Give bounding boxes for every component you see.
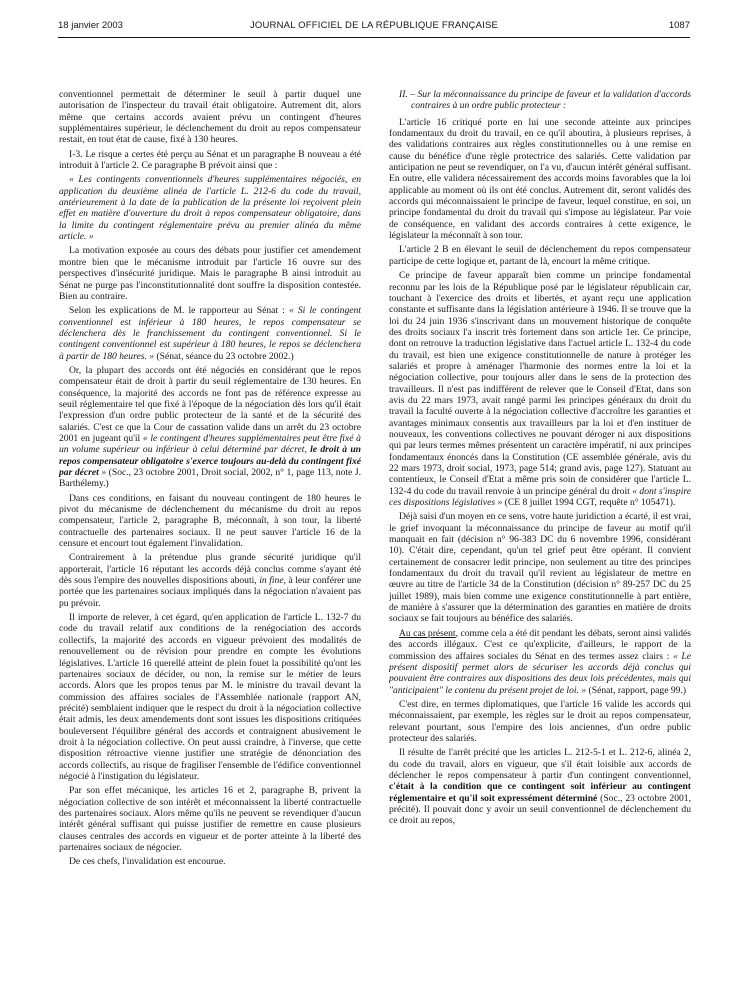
underlined-run: Au cas présent (399, 627, 456, 639)
text-run: Ce principe de faveur apparaît bien comme un principe fondamental reconnu par les lois de la République posé par le législateur républicain car, touchant à l'exercice des droits et libertés, et ayant reçu une application constante et suffisante dans la législation antérieure à 1946. Il se trouve que la loi du 24 juin 1936 s'inscrivant dans un mouvement historique de conquête des droits sociaux l'a inscrit très fortement dans son article 1er. Ce principe, dont on retrouve la traduction législative dans l'actuel article L. 132-4 du code du travail, est bien une exigence constitutionnelle de nature à protéger les salariés et propre à aménager l'harmonie des normes entre la loi et la négociation collective, pour toujours aller dans le sens de la protection des travailleurs. Il n'est pas indifférent de relever que le Conseil d'Etat, dans son avis du 22 mars 1973, avait rangé parmi les principes généraux du droit du travail la faculté ouverte à la négociation collective d'accroître les garanties et avantages minimaux consentis aux travailleurs par la loi et d'en instituer de nouveaux, les conventions collectives ne pouvant déroger ni aux dispositions qui par leurs termes mêmes présentent un caractère impératif, ni aux principes fondamentaux énoncés dans la Constitution (CE assemblée générale, avis du 22 mars 1973, droit social, 1973, page 514; grand avis, page 127). Statuant au contentieux, le Conseil d'Etat a même pris soin de considérer que l'article L. 132-4 du code du travail renvoie à un principe général du droit (389, 270, 691, 497)
paragraph: Déjà saisi d'un moyen en ce sens, votre haute juridiction a écarté, il est vrai, le grief invoquant la méconnaissance du principe de faveur au motif qu'il manquait en fait (décision n° 96-383 DC du 6 novembre 1996, considérant 10). C'était dire, cependant, qu'un tel grief peut être opérant. Il convient certainement de consacrer ledit principe, non seulement au titre des principes fondamentaux du droit du travail qu'il revient au législateur de mettre en œuvre au titre de l'article 34 de la Constitution (décision n° 89-257 DC du 25 juillet 1989), mais bien comme une exigence constitutionnelle à part entière, de manière à s'assurer que la détermination des garanties en matière de droits sociaux se fait toujours au bénéfice des salariés. (389, 511, 691, 625)
text-run: Il résulte de l'arrêt précité que les articles L. 212-5-1 et L. 212-6, alinéa 2, du code du travail, alors en vigueur, que s'il était loisible aux accords de déclencher le repos compensateur à partir d'un contingent conventionnel, (389, 747, 691, 781)
header-date: 18 janvier 2003 (58, 20, 123, 31)
bold-run: c'était à la condition que ce contingent soit inférieur au contingent réglementaire et qu'il soit expressément déterminé (389, 781, 691, 804)
paragraph: I-3. Le risque a certes été perçu au Sénat et un paragraphe B nouveau a été introduit à l'article 2. Ce paragraphe B prévoit ainsi que : (59, 148, 361, 172)
paragraph (389, 628, 691, 696)
right-column (389, 89, 691, 979)
paragraph: Par son effet mécanique, les articles 16 et 2, paragraphe B, privent la négociation collective de son intérêt et méconnaissent la liberté contractuelle des partenaires sociaux. Alors même qu'ils ne peuvent se revendiquer d'aucun intérêt général suffisant qui puisse justifier de remettre en cause plusieurs clauses centrales des accords en vigueur et de porter atteinte à la liberté des partenaires sociaux de négocier. (59, 785, 361, 853)
text-run: (Soc., 23 octobre 2001, précité). Il pouvait donc y avoir un seuil conventionnel de déclenchement du ce droit au repos, (389, 792, 691, 827)
left-column (59, 89, 361, 979)
quote-run: « dont s'inspire ces dispositions législatives » (389, 485, 691, 509)
paragraph: Il importe de relever, à cet égard, qu'en application de l'article L. 132-7 du code du travail relatif aux conditions de la renégociation des accords collectifs, la majorité des accords en vigueur prévoient des modalités de renouvellement ou de révision pour prendre en compte les évolutions législatives. L'article 16 querellé atteint de plein fouet la possibilité qu'ont les partenaires sociaux de décider, ou non, la remise sur le métier de leurs accords. Alors que les propos tenus par M. le ministre du travail devant la commission des affaires sociales de l'Assemblée nationale (rapport AN, précité) semblaient indiquer que le respect du droit à la négociation collective était admis, les deux amendements dont sont issues les dispositions critiquées bouleversent l'équilibre général des accords et contraignent abusivement le droit à la négociation collective. On peut aussi craindre, à l'inverse, que cette disposition rétroactive vienne justifier une stratégie de dénonciation des accords collectifs, au risque de fragiliser l'ensemble de l'édifice conventionnel négocié à l'instigation du législateur. (59, 612, 361, 782)
text-run: , comme cela a été dit pendant les débats, seront ainsi validés des accords illégaux. C'est ce qu'explicite, d'ailleurs, le rapport de la commission des affaires sociales du Sénat en des termes assez clairs : (389, 627, 691, 662)
header-page-number: 1087 (668, 20, 690, 31)
paragraph (389, 270, 691, 508)
paragraph (59, 552, 361, 609)
paragraph: C'est dire, en termes diplomatiques, que l'article 16 valide les accords qui méconnaissaient, par exemple, les règles sur le droit au repos compensateur, relevant pourtant, sous l'empire des lois anciennes, d'un ordre public protecteur des salariés. (389, 698, 691, 744)
quoted-paragraph: « Les contingents conventionnels d'heures supplémentaires négociés, en application du deuxième alinéa de l'article L. 212-6 du code du travail, antérieurement à la date de la publication de la présente loi reçoivent plein effet en matière d'ouverture du droit à repos compensateur obligatoire, dans la limite du contingent réglementaire prévu au premier alinéa du même article. » (59, 174, 361, 243)
text-run: , à leur conférer une portée que les partenaires sociaux impliqués dans la négociation n'avaient pas pu prévoir. (59, 575, 361, 609)
text-run: Or, la plupart des accords ont été négociés en considérant que le repos compensateur était de droit à partir du seuil réglementaire de 130 heures. En conséquence, la majorité des accords ne font pas de référence expresse au seuil réglementaire tel que fixé à l'époque de la négociation dès lors qu'il était l'expression d'un ordre public protecteur de la santé et de la sécurité des salariés. C'est ce que la Cour de cassation valide dans un arrêt du 23 octobre 2001 en jugeant qu'il (59, 364, 361, 444)
italic-run: in fine (259, 575, 284, 587)
paragraph: L'article 16 critiqué porte en lui une seconde atteinte aux principes fondamentaux du droit du travail, en ce qu'il aboutira, à plusieurs reprises, à des validations contraires aux règles constitutionnelles ou à une remise en cause du bénéfice d'une règle protectrice des salariés. Cette validation par anticipation ne peut se revendiquer, on l'a vu, d'aucun intérêt général suffisant. En outre, elle validera nécessairement des accords moins favorables que la loi applicable au moment où ils ont été conclus. Autrement dit, seront validés des accords qui méconnaissaient le principe de faveur, lequel constitue, en soi, un principe fondamental du droit du travail qui s'impose au législateur. Par voie de conséquence, en validant des accords contraires à cette exigence, le législateur la méconnaît à son tour. (389, 116, 691, 242)
paragraph: Dans ces conditions, en faisant du nouveau contingent de 180 heures le pivot du mécanisme de déclenchement du mécanisme du droit au repos compensateur, l'article 2, paragraphe B, méconnaît, à son tour, la liberté contractuelle des partenaires sociaux. Il ne peut sauver l'article 16 de la censure et encourt tout également l'invalidation. (59, 492, 361, 550)
paragraph (389, 747, 691, 826)
paragraph: L'article 2 B en élevant le seuil de déclenchement du repos compensateur participe de cette logique et, partant de là, encourt la même critique. (389, 244, 691, 267)
text-run: Selon les explications de M. le rapporteur au Sénat : (69, 305, 289, 317)
paragraph (59, 305, 361, 362)
paragraph: conventionnel permettait de déterminer le seuil à partir duquel une autorisation de l'inspecteur du travail était obligatoire. Autrement dit, alors même que certains accords avaient prévu un contingent d'heures supplémentaires supérieur, le déclenchement du droit au repos compensateur restait, en tout état de cause, fixé à 130 heures. (59, 89, 361, 146)
quote-run: « le contingent d'heures supplémentaires peut être fixé à un volume supérieur ou inférieur à celui déterminé par décret, (59, 432, 361, 456)
text-run: (CE 8 juillet 1994 CGT, requête n° 105471). (502, 497, 676, 509)
header-rule (58, 37, 690, 38)
paragraph: La motivation exposée au cours des débats pour justifier cet amendement montre bien que le mécanisme introduit par l'article 16 ouvre sur des perspectives d'insécurité juridique. Mais le paragraphe B ainsi introduit au Sénat ne purge pas l'inconstitutionnalité dont souffre la disposition contestée. Bien au contraire. (59, 245, 361, 302)
paragraph: De ces chefs, l'invalidation est encourue. (69, 856, 226, 868)
bold-quote-run: le droit à un repos compensateur obligatoire s'exerce toujours au-delà du contingent fixé par décret (59, 444, 361, 478)
quote-run: « Le présent dispositif permet alors de sécuriser les accords déjà conclus qui pouvaient être contraires aux dispositions des deux lois précédentes, mais qui "anticipaient" le contenu du présent projet de loi. » (389, 650, 691, 696)
section-heading: II. – Sur la méconnaissance du principe de faveur et la validation d'accords contraires à un ordre public protecteur : (399, 89, 691, 112)
text-run: (Soc., 23 octobre 2001, Droit social, 2002, n° 1, page 113, note J. Barthélemy.) (59, 467, 361, 490)
quote-run: « Si le contingent conventionnel est inférieur à 180 heures, le repos compensateur se déclenchera dès le franchissement du contingent conventionnel. Si le contingent conventionnel est supérieur à 180 heures, le repos se déclenchera à partir de 180 heures. » (59, 305, 361, 362)
paragraph (59, 365, 361, 490)
text-run: (Sénat, séance du 23 octobre 2002.) (154, 350, 294, 362)
text-run: (Sénat, rapport, page 99.) (586, 684, 687, 696)
header-title: JOURNAL OFFICIEL DE LA RÉPUBLIQUE FRANÇAISE (249, 20, 499, 31)
quote-run: » (98, 467, 107, 478)
text-run: Contrairement à la prétendue plus grande sécurité juridique qu'il apporterait, l'article 16 réputant les accords déjà conclus comme s'ayant été dès sous l'empire des nouvelles dispositions abouti, (59, 552, 361, 587)
page-header (58, 20, 690, 36)
